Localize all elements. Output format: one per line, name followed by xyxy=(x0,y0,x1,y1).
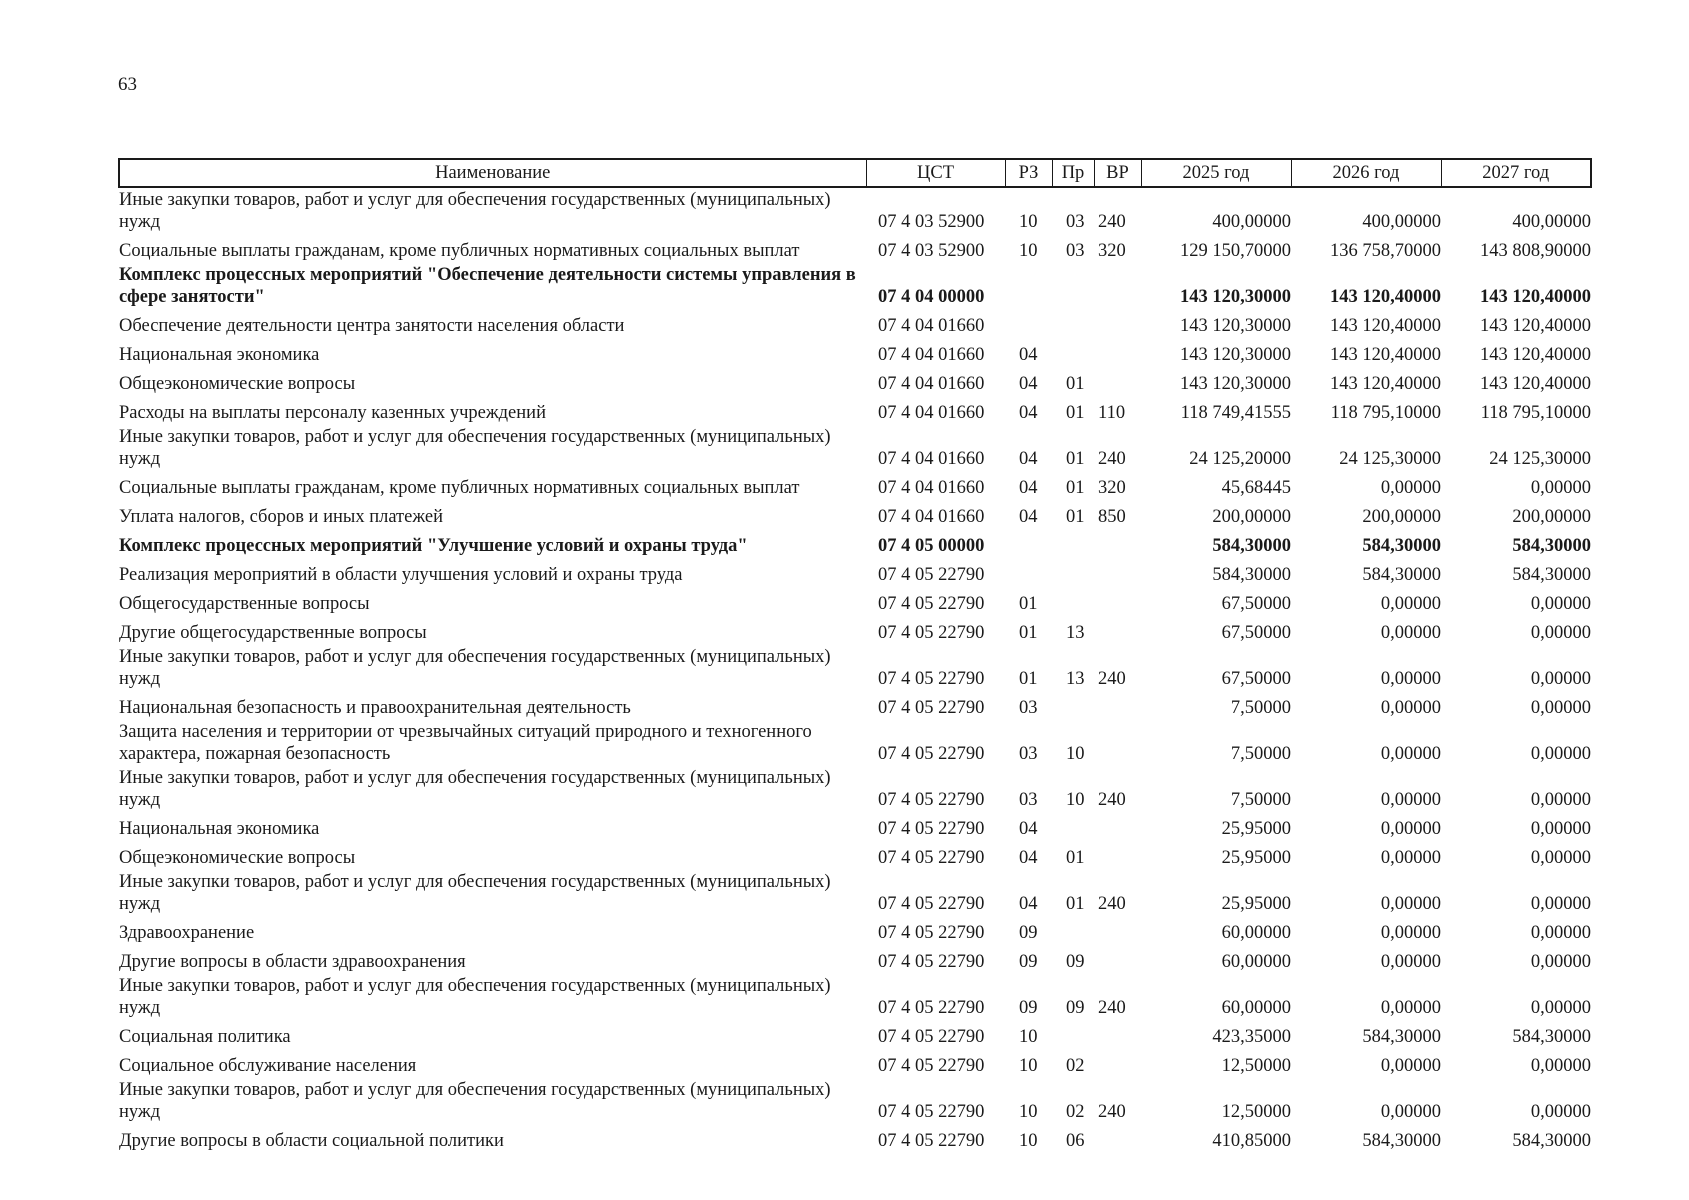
row-value-2025: 25,95000 xyxy=(1221,819,1291,839)
row-rz: 04 xyxy=(1019,478,1038,498)
row-vr: 240 xyxy=(1098,212,1126,232)
row-rz: 04 xyxy=(1019,507,1038,527)
row-value-2027: 584,30000 xyxy=(1512,1027,1591,1047)
row-cst: 07 4 05 22790 xyxy=(878,594,985,614)
row-value-2026: 0,00000 xyxy=(1380,623,1441,643)
row-value-2026: 0,00000 xyxy=(1380,669,1441,689)
row-pr: 10 xyxy=(1066,790,1085,810)
row-cst: 07 4 05 22790 xyxy=(878,1027,985,1047)
row-pr xyxy=(1052,528,1094,557)
row-value-2027: 0,00000 xyxy=(1530,790,1591,810)
row-value-2026: 0,00000 xyxy=(1380,894,1441,914)
table-row xyxy=(119,1077,1591,1123)
table-row xyxy=(119,262,1591,308)
row-pr: 01 xyxy=(1066,507,1085,527)
row-rz xyxy=(1005,557,1052,586)
table-row xyxy=(119,615,1591,644)
row-name: Уплата налогов, сборов и иных платежей xyxy=(119,507,444,527)
row-vr: 240 xyxy=(1098,449,1126,469)
table-row xyxy=(119,424,1591,470)
row-name: Общегосударственные вопросы xyxy=(119,594,370,614)
table-row xyxy=(119,308,1591,337)
row-value-2027: 0,00000 xyxy=(1530,923,1591,943)
row-value-2027: 143 120,40000 xyxy=(1480,316,1591,336)
row-vr: 240 xyxy=(1098,790,1126,810)
row-rz: 10 xyxy=(1019,1102,1038,1122)
table-row xyxy=(119,1123,1591,1152)
row-pr: 01 xyxy=(1066,894,1085,914)
row-rz: 01 xyxy=(1019,669,1038,689)
row-value-2026: 143 120,40000 xyxy=(1330,287,1441,307)
row-cst: 07 4 05 22790 xyxy=(878,1102,985,1122)
row-name: Другие вопросы в области здравоохранения xyxy=(119,952,466,972)
row-pr: 10 xyxy=(1066,744,1085,764)
row-pr xyxy=(1052,262,1094,308)
row-name: Обеспечение деятельности центра занятости населения области xyxy=(119,316,625,336)
row-pr: 06 xyxy=(1066,1131,1085,1151)
row-vr xyxy=(1094,528,1141,557)
row-name: Общеэкономические вопросы xyxy=(119,374,356,394)
row-pr: 01 xyxy=(1066,403,1085,423)
row-pr: 02 xyxy=(1066,1102,1085,1122)
row-value-2027: 0,00000 xyxy=(1530,594,1591,614)
row-vr xyxy=(1094,1048,1141,1077)
row-cst: 07 4 05 22790 xyxy=(878,790,985,810)
row-value-2027: 0,00000 xyxy=(1530,1102,1591,1122)
row-value-2026: 0,00000 xyxy=(1380,848,1441,868)
row-value-2025: 7,50000 xyxy=(1230,698,1291,718)
row-cst: 07 4 03 52900 xyxy=(878,212,985,232)
row-pr xyxy=(1052,586,1094,615)
row-vr xyxy=(1094,719,1141,765)
row-value-2027: 584,30000 xyxy=(1512,1131,1591,1151)
row-cst: 07 4 05 22790 xyxy=(878,952,985,972)
table-row xyxy=(119,915,1591,944)
row-value-2027: 0,00000 xyxy=(1530,952,1591,972)
row-rz xyxy=(1005,262,1052,308)
row-cst: 07 4 04 01660 xyxy=(878,316,985,336)
row-cst: 07 4 05 22790 xyxy=(878,848,985,868)
header-rz: РЗ xyxy=(1005,159,1052,187)
row-value-2027: 0,00000 xyxy=(1530,478,1591,498)
row-pr: 09 xyxy=(1066,952,1085,972)
row-rz xyxy=(1005,528,1052,557)
row-value-2027: 143 808,90000 xyxy=(1480,241,1591,261)
budget-table xyxy=(118,158,1592,1152)
row-vr xyxy=(1094,586,1141,615)
row-value-2027: 143 120,40000 xyxy=(1480,287,1591,307)
row-value-2026: 0,00000 xyxy=(1380,478,1441,498)
row-value-2027: 0,00000 xyxy=(1530,669,1591,689)
row-vr: 240 xyxy=(1098,1102,1126,1122)
row-rz: 01 xyxy=(1019,594,1038,614)
row-value-2027: 0,00000 xyxy=(1530,1056,1591,1076)
row-cst: 07 4 04 01660 xyxy=(878,403,985,423)
row-pr xyxy=(1052,690,1094,719)
row-cst: 07 4 05 22790 xyxy=(878,1131,985,1151)
row-value-2026: 0,00000 xyxy=(1380,594,1441,614)
row-rz: 10 xyxy=(1019,1027,1038,1047)
row-vr xyxy=(1094,944,1141,973)
row-cst: 07 4 05 22790 xyxy=(878,998,985,1018)
row-name: Социальная политика xyxy=(119,1027,291,1047)
row-rz: 04 xyxy=(1019,374,1038,394)
row-rz: 04 xyxy=(1019,403,1038,423)
row-name: Здравоохранение xyxy=(119,923,255,943)
row-cst: 07 4 05 00000 xyxy=(878,536,985,556)
row-value-2025: 67,50000 xyxy=(1221,594,1291,614)
row-pr: 01 xyxy=(1066,449,1085,469)
row-value-2026: 143 120,40000 xyxy=(1330,316,1441,336)
row-cst: 07 4 05 22790 xyxy=(878,744,985,764)
header-2025: 2025 год xyxy=(1141,159,1291,187)
row-pr xyxy=(1052,1019,1094,1048)
row-vr xyxy=(1094,557,1141,586)
row-name: Социальное обслуживание населения xyxy=(119,1056,417,1076)
row-value-2026: 584,30000 xyxy=(1362,1131,1441,1151)
row-name: Другие общегосударственные вопросы xyxy=(119,623,427,643)
row-value-2025: 143 120,30000 xyxy=(1180,345,1291,365)
row-value-2025: 423,35000 xyxy=(1212,1027,1291,1047)
row-vr: 320 xyxy=(1098,241,1126,261)
row-pr xyxy=(1052,557,1094,586)
row-name: Социальные выплаты гражданам, кроме публичных нормативных социальных выплат xyxy=(119,241,800,261)
table-row xyxy=(119,944,1591,973)
row-value-2025: 25,95000 xyxy=(1221,848,1291,868)
row-value-2026: 143 120,40000 xyxy=(1330,345,1441,365)
row-value-2027: 0,00000 xyxy=(1530,819,1591,839)
row-value-2026: 0,00000 xyxy=(1380,923,1441,943)
row-pr xyxy=(1052,915,1094,944)
row-value-2026: 0,00000 xyxy=(1380,744,1441,764)
row-value-2025: 584,30000 xyxy=(1212,536,1291,556)
row-name: Комплекс процессных мероприятий "Обеспечение деятельности системы управления в сфере занятости" xyxy=(119,265,856,307)
budget-table-container xyxy=(118,158,1590,1152)
row-value-2025: 60,00000 xyxy=(1221,998,1291,1018)
row-rz: 04 xyxy=(1019,848,1038,868)
row-value-2025: 67,50000 xyxy=(1221,623,1291,643)
row-value-2027: 0,00000 xyxy=(1530,894,1591,914)
row-value-2025: 45,68445 xyxy=(1221,478,1291,498)
row-value-2026: 143 120,40000 xyxy=(1330,374,1441,394)
row-vr xyxy=(1094,915,1141,944)
row-rz: 01 xyxy=(1019,623,1038,643)
row-rz: 10 xyxy=(1019,241,1038,261)
table-row xyxy=(119,1019,1591,1048)
row-cst: 07 4 04 01660 xyxy=(878,478,985,498)
row-pr: 01 xyxy=(1066,848,1085,868)
row-name: Иные закупки товаров, работ и услуг для обеспечения государственных (муниципальных) нужд xyxy=(119,976,831,1018)
row-vr xyxy=(1094,366,1141,395)
row-cst: 07 4 04 01660 xyxy=(878,345,985,365)
table-row xyxy=(119,366,1591,395)
row-value-2025: 24 125,20000 xyxy=(1189,449,1291,469)
table-row xyxy=(119,499,1591,528)
row-name: Защита населения и территории от чрезвычайных ситуаций природного и техногенного характера, пожарная безопасность xyxy=(119,722,812,764)
row-cst: 07 4 05 22790 xyxy=(878,894,985,914)
row-pr: 01 xyxy=(1066,374,1085,394)
row-value-2027: 118 795,10000 xyxy=(1480,403,1591,423)
row-name: Расходы на выплаты персоналу казенных учреждений xyxy=(119,403,546,423)
table-row xyxy=(119,644,1591,690)
row-name: Другие вопросы в области социальной политики xyxy=(119,1131,504,1151)
row-cst: 07 4 05 22790 xyxy=(878,819,985,839)
row-pr: 01 xyxy=(1066,478,1085,498)
table-row xyxy=(119,719,1591,765)
row-vr xyxy=(1094,262,1141,308)
row-value-2027: 0,00000 xyxy=(1530,848,1591,868)
row-name: Иные закупки товаров, работ и услуг для обеспечения государственных (муниципальных) нужд xyxy=(119,768,831,810)
row-value-2025: 200,00000 xyxy=(1212,507,1291,527)
header-name: Наименование xyxy=(119,159,866,187)
row-cst: 07 4 03 52900 xyxy=(878,241,985,261)
row-pr xyxy=(1052,337,1094,366)
row-rz: 04 xyxy=(1019,345,1038,365)
header-cst: ЦСТ xyxy=(866,159,1005,187)
row-value-2025: 12,50000 xyxy=(1221,1102,1291,1122)
row-value-2027: 584,30000 xyxy=(1512,565,1591,585)
header-row xyxy=(119,159,1591,187)
row-value-2026: 0,00000 xyxy=(1380,952,1441,972)
row-value-2026: 0,00000 xyxy=(1380,1102,1441,1122)
row-value-2027: 0,00000 xyxy=(1530,998,1591,1018)
row-value-2025: 60,00000 xyxy=(1221,923,1291,943)
row-vr: 240 xyxy=(1098,894,1126,914)
row-value-2026: 118 795,10000 xyxy=(1330,403,1441,423)
row-cst: 07 4 04 00000 xyxy=(878,287,985,307)
row-vr: 320 xyxy=(1098,478,1126,498)
row-value-2025: 7,50000 xyxy=(1230,790,1291,810)
row-name: Иные закупки товаров, работ и услуг для обеспечения государственных (муниципальных) нужд xyxy=(119,647,831,689)
table-row xyxy=(119,840,1591,869)
row-vr: 240 xyxy=(1098,669,1126,689)
row-name: Иные закупки товаров, работ и услуг для обеспечения государственных (муниципальных) нужд xyxy=(119,872,831,914)
table-row xyxy=(119,470,1591,499)
row-value-2026: 584,30000 xyxy=(1362,1027,1441,1047)
row-vr xyxy=(1094,337,1141,366)
row-cst: 07 4 05 22790 xyxy=(878,565,985,585)
table-row xyxy=(119,1048,1591,1077)
row-value-2026: 0,00000 xyxy=(1380,819,1441,839)
row-value-2027: 0,00000 xyxy=(1530,623,1591,643)
row-value-2027: 0,00000 xyxy=(1530,698,1591,718)
row-name: Общеэкономические вопросы xyxy=(119,848,356,868)
row-pr: 02 xyxy=(1066,1056,1085,1076)
row-rz: 04 xyxy=(1019,894,1038,914)
row-rz: 10 xyxy=(1019,1131,1038,1151)
row-vr xyxy=(1094,1019,1141,1048)
table-row xyxy=(119,973,1591,1019)
row-value-2025: 400,00000 xyxy=(1212,212,1291,232)
row-value-2025: 129 150,70000 xyxy=(1180,241,1291,261)
row-value-2026: 0,00000 xyxy=(1380,790,1441,810)
row-value-2025: 143 120,30000 xyxy=(1180,316,1291,336)
row-rz: 03 xyxy=(1019,744,1038,764)
header-vr: ВР xyxy=(1094,159,1141,187)
row-value-2027: 0,00000 xyxy=(1530,744,1591,764)
table-row xyxy=(119,337,1591,366)
table-row xyxy=(119,395,1591,424)
row-pr xyxy=(1052,308,1094,337)
row-name: Иные закупки товаров, работ и услуг для обеспечения государственных (муниципальных) нужд xyxy=(119,427,831,469)
row-rz xyxy=(1005,308,1052,337)
row-value-2026: 0,00000 xyxy=(1380,1056,1441,1076)
row-name: Национальная безопасность и правоохранительная деятельность xyxy=(119,698,631,718)
row-pr: 03 xyxy=(1066,241,1085,261)
row-vr: 110 xyxy=(1098,403,1126,423)
row-value-2026: 584,30000 xyxy=(1362,565,1441,585)
row-value-2026: 584,30000 xyxy=(1362,536,1441,556)
row-cst: 07 4 05 22790 xyxy=(878,1056,985,1076)
row-rz: 10 xyxy=(1019,1056,1038,1076)
row-name: Иные закупки товаров, работ и услуг для обеспечения государственных (муниципальных) нужд xyxy=(119,190,831,232)
table-row xyxy=(119,811,1591,840)
row-value-2025: 12,50000 xyxy=(1221,1056,1291,1076)
row-cst: 07 4 05 22790 xyxy=(878,623,985,643)
row-rz: 04 xyxy=(1019,819,1038,839)
row-rz: 03 xyxy=(1019,698,1038,718)
table-body xyxy=(119,187,1591,1152)
row-vr: 850 xyxy=(1098,507,1126,527)
table-row xyxy=(119,869,1591,915)
table-row xyxy=(119,765,1591,811)
row-value-2027: 400,00000 xyxy=(1512,212,1591,232)
row-value-2027: 200,00000 xyxy=(1512,507,1591,527)
row-pr: 03 xyxy=(1066,212,1085,232)
row-value-2025: 67,50000 xyxy=(1221,669,1291,689)
row-cst: 07 4 04 01660 xyxy=(878,374,985,394)
row-pr: 13 xyxy=(1066,669,1085,689)
row-cst: 07 4 05 22790 xyxy=(878,923,985,943)
row-vr xyxy=(1094,690,1141,719)
table-row xyxy=(119,187,1591,233)
row-vr xyxy=(1094,615,1141,644)
page-number: 63 xyxy=(118,74,137,95)
row-name: Социальные выплаты гражданам, кроме публичных нормативных социальных выплат xyxy=(119,478,800,498)
row-value-2025: 7,50000 xyxy=(1230,744,1291,764)
row-value-2026: 400,00000 xyxy=(1362,212,1441,232)
row-name: Национальная экономика xyxy=(119,819,320,839)
row-vr: 240 xyxy=(1098,998,1126,1018)
row-value-2025: 410,85000 xyxy=(1212,1131,1291,1151)
row-value-2026: 136 758,70000 xyxy=(1330,241,1441,261)
row-value-2026: 0,00000 xyxy=(1380,698,1441,718)
header-2026: 2026 год xyxy=(1291,159,1441,187)
row-value-2025: 143 120,30000 xyxy=(1180,374,1291,394)
row-value-2027: 143 120,40000 xyxy=(1480,345,1591,365)
row-value-2027: 584,30000 xyxy=(1512,536,1591,556)
row-value-2025: 143 120,30000 xyxy=(1180,287,1291,307)
row-cst: 07 4 05 22790 xyxy=(878,698,985,718)
table-row xyxy=(119,690,1591,719)
row-value-2025: 60,00000 xyxy=(1221,952,1291,972)
row-rz: 09 xyxy=(1019,923,1038,943)
row-name: Иные закупки товаров, работ и услуг для обеспечения государственных (муниципальных) нужд xyxy=(119,1080,831,1122)
row-cst: 07 4 04 01660 xyxy=(878,449,985,469)
row-value-2025: 584,30000 xyxy=(1212,565,1291,585)
row-vr xyxy=(1094,1123,1141,1152)
row-pr xyxy=(1052,811,1094,840)
row-pr: 13 xyxy=(1066,623,1085,643)
row-value-2026: 24 125,30000 xyxy=(1339,449,1441,469)
table-header xyxy=(119,159,1591,187)
row-rz: 03 xyxy=(1019,790,1038,810)
header-pr: Пр xyxy=(1052,159,1094,187)
row-rz: 09 xyxy=(1019,998,1038,1018)
row-value-2027: 24 125,30000 xyxy=(1489,449,1591,469)
table-row xyxy=(119,528,1591,557)
row-value-2026: 200,00000 xyxy=(1362,507,1441,527)
table-row xyxy=(119,586,1591,615)
row-name: Комплекс процессных мероприятий "Улучшение условий и охраны труда" xyxy=(119,536,748,556)
row-value-2027: 143 120,40000 xyxy=(1480,374,1591,394)
row-value-2025: 25,95000 xyxy=(1221,894,1291,914)
row-value-2025: 118 749,41555 xyxy=(1180,403,1291,423)
table-row xyxy=(119,557,1591,586)
row-vr xyxy=(1094,308,1141,337)
row-rz: 10 xyxy=(1019,212,1038,232)
row-name: Национальная экономика xyxy=(119,345,320,365)
row-rz: 09 xyxy=(1019,952,1038,972)
row-cst: 07 4 05 22790 xyxy=(878,669,985,689)
row-vr xyxy=(1094,840,1141,869)
row-vr xyxy=(1094,811,1141,840)
row-value-2026: 0,00000 xyxy=(1380,998,1441,1018)
row-rz: 04 xyxy=(1019,449,1038,469)
row-pr: 09 xyxy=(1066,998,1085,1018)
header-2027: 2027 год xyxy=(1441,159,1591,187)
row-cst: 07 4 04 01660 xyxy=(878,507,985,527)
row-name: Реализация мероприятий в области улучшения условий и охраны труда xyxy=(119,565,683,585)
table-row xyxy=(119,233,1591,262)
